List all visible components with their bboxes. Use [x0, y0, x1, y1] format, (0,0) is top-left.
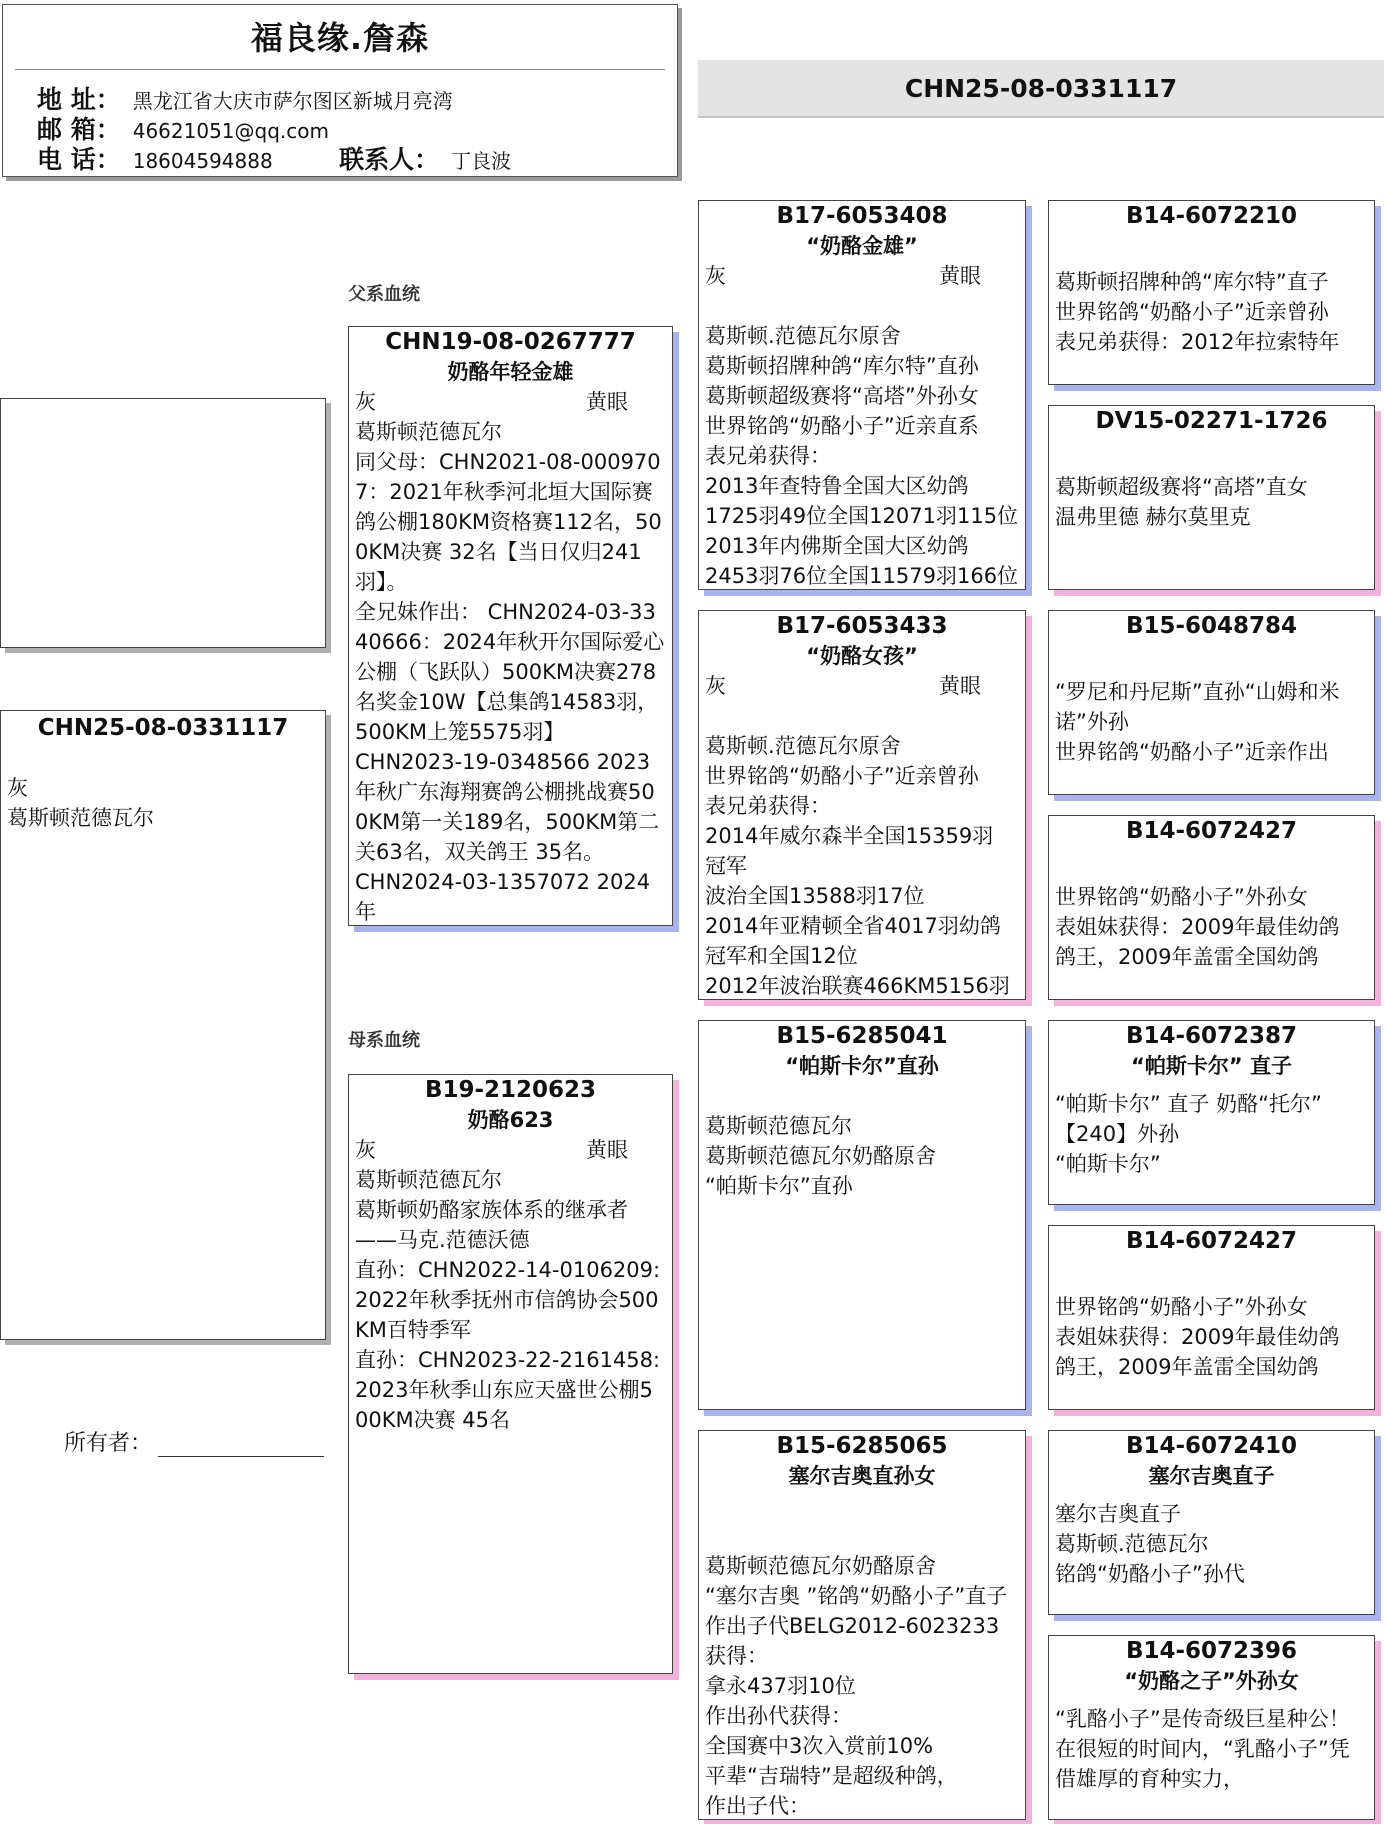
note-line: 2012年波治联赛466KM5156羽 [705, 974, 1010, 998]
note-line: 世界铭鸽“奶酪小子”外孙女 [1055, 885, 1308, 909]
note-line: 作出孙代获得： [705, 1704, 852, 1728]
great-grandparent-box [1048, 1635, 1375, 1820]
breeder-title: 福良缘.詹森 [250, 19, 430, 57]
dam-color-eye [349, 1135, 672, 1165]
gen4-notes [1049, 1292, 1374, 1382]
gen3-notes [699, 731, 1025, 1000]
sire-notes: 葛斯顿范德瓦尔 同父母：CHN2021-08-0009707：2021年秋季河北垣大国际赛鸽公棚180KM资格赛112名，500KM决赛 32名【当日仅归241羽】。 全兄妹作出： CHN2024-03-3340666：2024年秋开尔国际爱心公棚（飞跃队）500KM决赛278名奖金10W【总集鸽14583羽，500KM上笼5575羽】 CHN2023-19-0348566 2023年秋广东海翔赛鸽公棚挑战赛500KM第一关189名，500KM第二关63名，双关鸽王 35名。 CHN2024-03-1357072 2024年 [355, 420, 665, 924]
gen3-eye: 黄眼 [939, 674, 981, 698]
gen4-notes [1049, 677, 1374, 767]
note-line: 铭鸽“奶酪小子”孙代 [1055, 1562, 1245, 1586]
note-line: 表姐妹获得：2009年最佳幼鸽 [1055, 1325, 1340, 1349]
gen4-notes [1049, 1089, 1374, 1179]
note-line: 葛斯顿招牌种鸽“库尔特”直子 [1055, 270, 1329, 294]
note-line: 温弗里德 赫尔莫里克 [1055, 505, 1251, 529]
gen3-name: “奶酪金雄” [806, 234, 918, 258]
email-row [37, 115, 329, 145]
phone-label: 电 话： [37, 145, 121, 174]
gen3-name: 塞尔吉奥直孙女 [788, 1464, 936, 1488]
gen3-name: “奶酪女孩” [806, 644, 918, 668]
note-line: “乳酪小子”是传奇级巨星种公！ [1055, 1707, 1350, 1731]
breeder-header [2, 4, 678, 177]
gen4-ring: B14-6072210 [1125, 203, 1298, 229]
note-line: 【240】外孙 [1055, 1122, 1180, 1146]
note-line: “帕斯卡尔” [1055, 1152, 1161, 1176]
note-line: 2013年内佛斯全国大区幼鸽 [705, 534, 969, 558]
note-line: 表兄弟获得： [705, 794, 831, 818]
note-line: 波治全国13588羽17位 [705, 884, 925, 908]
contact-label: 联系人： [339, 145, 440, 174]
note-line: 葛斯顿范德瓦尔奶酪原舍 [705, 1554, 936, 1578]
note-line: 全国赛中3次入赏前10% [705, 1734, 934, 1758]
gen3-ring: B17-6053408 [776, 203, 948, 229]
note-line: 塞尔吉奥直子 [1055, 1502, 1181, 1526]
gen4-ring: B14-6072427 [1125, 818, 1298, 844]
note-line: 世界铭鸽“奶酪小子”近亲直系 [705, 414, 979, 438]
note-line: 葛斯顿范德瓦尔奶酪原舍 [705, 1144, 936, 1168]
dam-line-label: 母系血统 [348, 1030, 420, 1051]
note-line: 诺”外孙 [1055, 710, 1129, 734]
note-line: 世界铭鸽“奶酪小子”近亲作出 [1055, 740, 1329, 764]
gen4-ring: B15-6048784 [1125, 613, 1298, 639]
gen3-name: “帕斯卡尔”直孙 [785, 1054, 939, 1078]
dam-box [348, 1074, 673, 1674]
granddam-paternal-box [698, 610, 1026, 1000]
owner-line [64, 1426, 324, 1457]
gen4-notes [1049, 267, 1374, 357]
sire-box [348, 326, 673, 926]
note-line: 借雄厚的育种实力， [1055, 1767, 1244, 1791]
note-line: 葛斯顿超级赛将“高塔”直女 [1055, 475, 1308, 499]
sire-color: 灰 [355, 390, 376, 414]
note-line: “帕斯卡尔” 直子 奶酪“托尔” [1055, 1092, 1322, 1116]
great-grandparent-box [1048, 1020, 1375, 1205]
note-line: 世界铭鸽“奶酪小子”外孙女 [1055, 1295, 1308, 1319]
sire-ring: CHN19-08-0267777 [385, 329, 636, 355]
address-row [37, 85, 453, 115]
gen3-notes [699, 321, 1025, 590]
sire-name: 奶酪年轻金雄 [447, 360, 574, 384]
note-line: 鸽王，2009年盖雷全国幼鸽 [1055, 1355, 1319, 1379]
gen3-color-eye [699, 671, 1025, 701]
grandsire-paternal-box [698, 200, 1026, 590]
sire-color-eye [349, 387, 672, 417]
gen4-notes [1049, 472, 1374, 532]
note-line: 葛斯顿招牌种鸽“库尔特”直孙 [705, 354, 979, 378]
owner-signature-line [158, 1434, 324, 1457]
note-line: 2014年威尔森半全国15359羽 [705, 824, 994, 848]
gen4-name: 塞尔吉奥直子 [1148, 1464, 1275, 1488]
gen4-notes [1049, 1704, 1374, 1794]
note-line: 葛斯顿.范德瓦尔 [1055, 1532, 1209, 1556]
sire-line-label: 父系血统 [348, 284, 420, 305]
gen4-ring: B14-6072387 [1125, 1023, 1298, 1049]
gen4-ring: DV15-02271-1726 [1095, 408, 1328, 434]
great-grandparent-box [1048, 1430, 1375, 1615]
photo-box [0, 398, 326, 648]
note-line: “塞尔吉奥 ”铭鸽“奶酪小子”直子 [705, 1584, 1008, 1608]
dam-ring: B19-2120623 [424, 1077, 597, 1103]
subject-color: 灰 [7, 776, 28, 800]
note-line: 葛斯顿范德瓦尔 [705, 1114, 852, 1138]
dam-notes: 葛斯顿范德瓦尔 葛斯顿奶酪家族体系的继承者——马克.范德沃德 直孙：CHN2022-14-0106209:2022年秋季抚州市信鸽协会500KM百特季军 直孙：CHN2023-22-2161458:2023年秋季山东应天盛世公棚500KM决赛 45名 [355, 1168, 661, 1432]
gen4-ring: B14-6072427 [1125, 1228, 1298, 1254]
note-line: 作出子代： [705, 1794, 810, 1818]
note-line: 葛斯顿.范德瓦尔原舍 [705, 734, 901, 758]
note-line: 葛斯顿超级赛将“高塔”外孙女 [705, 384, 979, 408]
gen3-color: 灰 [705, 674, 726, 698]
subject-ring-band: CHN25-08-0331117 [698, 60, 1384, 118]
gen3-ring: B17-6053433 [776, 613, 948, 639]
gen3-color: 灰 [705, 264, 726, 288]
gen3-color-eye [699, 261, 1025, 291]
gen4-name: “奶酪之子”外孙女 [1124, 1669, 1299, 1693]
great-grandparent-box [1048, 200, 1375, 385]
great-grandparent-box [1048, 815, 1375, 1000]
note-line: 获得： [705, 1644, 768, 1668]
dam-name: 奶酪623 [467, 1108, 554, 1132]
gen3-ring: B15-6285041 [776, 1023, 948, 1049]
gen4-notes [1049, 1499, 1374, 1589]
gen4-name: “帕斯卡尔” 直子 [1131, 1054, 1292, 1078]
great-grandparent-box [1048, 1225, 1375, 1410]
note-line: 作出子代BELG2012-6023233 [705, 1614, 1000, 1638]
great-grandparent-box [1048, 405, 1375, 590]
sire-eye: 黄眼 [586, 390, 628, 414]
subject-strain: 葛斯顿范德瓦尔 [7, 806, 154, 830]
dam-eye: 黄眼 [586, 1138, 628, 1162]
note-line: 2014年亚精顿全省4017羽幼鸽 [705, 914, 1001, 938]
phone-row [37, 145, 511, 175]
note-line: 表兄弟获得：2012年拉索特年 [1055, 330, 1340, 354]
grandsire-maternal-box [698, 1020, 1026, 1410]
note-line: 冠军 [705, 854, 747, 878]
note-line: 表姐妹获得：2009年最佳幼鸽 [1055, 915, 1340, 939]
address-label: 地 址： [37, 85, 121, 114]
note-line: 1725羽49位全国12071羽115位 [705, 504, 1019, 528]
subject-box [0, 710, 326, 1340]
gen4-ring: B14-6072410 [1125, 1433, 1298, 1459]
note-line: 世界铭鸽“奶酪小子”近亲曾孙 [1055, 300, 1329, 324]
note-line: 拿永437羽10位 [705, 1674, 856, 1698]
note-line: 世界铭鸽“奶酪小子”近亲曾孙 [705, 764, 979, 788]
phone-value: 18604594888 [132, 149, 273, 173]
note-line: 平辈“吉瑞特”是超级种鸽， [705, 1764, 958, 1788]
note-line: 葛斯顿.范德瓦尔原舍 [705, 324, 901, 348]
email-value: 46621051@qq.com [132, 119, 329, 143]
note-line: 2013年查特鲁全国大区幼鸽 [705, 474, 969, 498]
note-line: 表兄弟获得： [705, 444, 831, 468]
subject-ring: CHN25-08-0331117 [37, 715, 289, 741]
note-line: 冠军和全国12位 [705, 944, 858, 968]
gen3-eye: 黄眼 [939, 264, 981, 288]
header-divider [15, 69, 665, 70]
contact-value: 丁良波 [451, 149, 512, 173]
gen4-ring: B14-6072396 [1125, 1638, 1298, 1664]
note-line: “帕斯卡尔”直孙 [705, 1174, 853, 1198]
email-label: 邮 箱： [37, 115, 121, 144]
owner-label: 所有者： [64, 1431, 153, 1456]
dam-color: 灰 [355, 1138, 376, 1162]
note-line: “罗尼和丹尼斯”直孙“山姆和米 [1055, 680, 1340, 704]
note-line: 2453羽76位全国11579羽166位 [705, 564, 1019, 588]
address-value: 黑龙江省大庆市萨尔图区新城月亮湾 [132, 89, 453, 113]
gen4-notes [1049, 882, 1374, 972]
note-line: 鸽王，2009年盖雷全国幼鸽 [1055, 945, 1319, 969]
gen3-ring: B15-6285065 [776, 1433, 948, 1459]
gen3-notes [699, 1551, 1025, 1820]
great-grandparent-box [1048, 610, 1375, 795]
granddam-maternal-box [698, 1430, 1026, 1820]
gen3-notes [699, 1111, 1025, 1201]
note-line: 在很短的时间内，“乳酪小子”凭 [1055, 1737, 1350, 1761]
